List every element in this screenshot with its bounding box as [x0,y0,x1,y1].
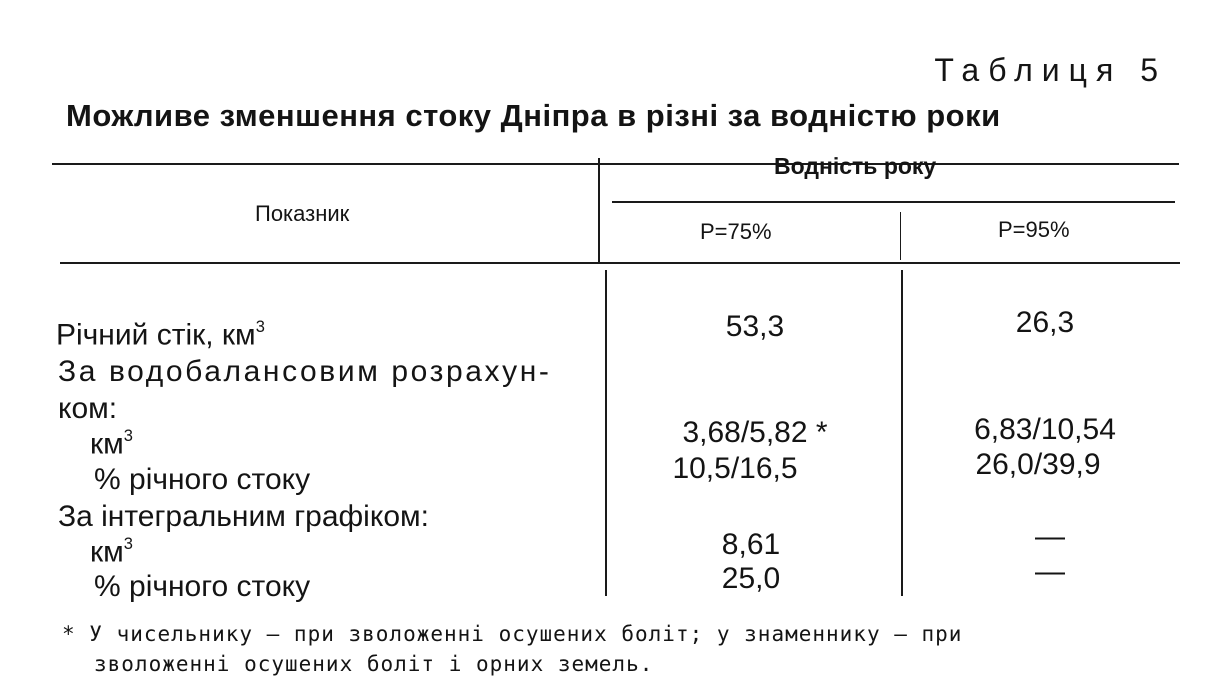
superscript: 3 [255,318,265,336]
header-bottom-rule [60,262,1180,264]
cell-p75-percent-2: 25,0 [721,562,781,595]
row-label-annual-runoff: Річний стік, $км^3$ [56,318,265,352]
table-number: Таблиця 5 [934,52,1167,88]
footnote-line-1: * У чисельнику — при зволоженні осушених боліт; у знаменнику — при [62,622,963,646]
footnote-line-2: зволоженні осушених боліт і орних земель. [94,652,654,676]
row-label-integral: За інтегральним графіком: [58,500,429,533]
vertical-rule-4 [901,270,903,596]
superscript: 3 [123,427,133,445]
row-label-km3-1: $км^3$ [90,427,133,461]
cell-p95-km3-2: — [1035,520,1065,553]
cell-p95-percent-2: — [1035,555,1065,588]
table-title: Можливе зменшення стоку Дніпра в різні за водністю роки [66,98,1001,133]
header-indicator: Показник [255,201,350,226]
superscript: 3 [123,535,133,553]
cell-p75-km3-1: 3,68/5,82 * [682,416,828,449]
cell-p75-annual: 53,3 [725,310,785,343]
cell-p95-annual: 26,3 [1015,306,1075,339]
header-p95: P=95% [998,217,1070,242]
header-group: Водність року [774,153,937,179]
header-p75: P=75% [700,219,772,244]
vertical-rule-2 [900,212,901,260]
row-label-percent-1: % річного стоку [94,463,311,496]
cell-p95-percent-1: 26,0/39,9 [975,448,1101,481]
row-label-water-balance-cont: ком: [58,392,118,425]
group-rule [612,201,1175,203]
cell-p75-km3-2: 8,61 [721,528,781,561]
cell-p75-percent-1: 10,5/16,5 [672,452,798,485]
row-label-water-balance: За водобалансовим розрахун- [58,355,552,388]
row-label-percent-2: % річного стоку [94,570,311,603]
vertical-rule-1 [598,158,600,264]
cell-p95-km3-1: 6,83/10,54 [974,413,1116,446]
row-label-km3-2: $км^3$ [90,535,133,569]
top-rule [52,163,1179,165]
